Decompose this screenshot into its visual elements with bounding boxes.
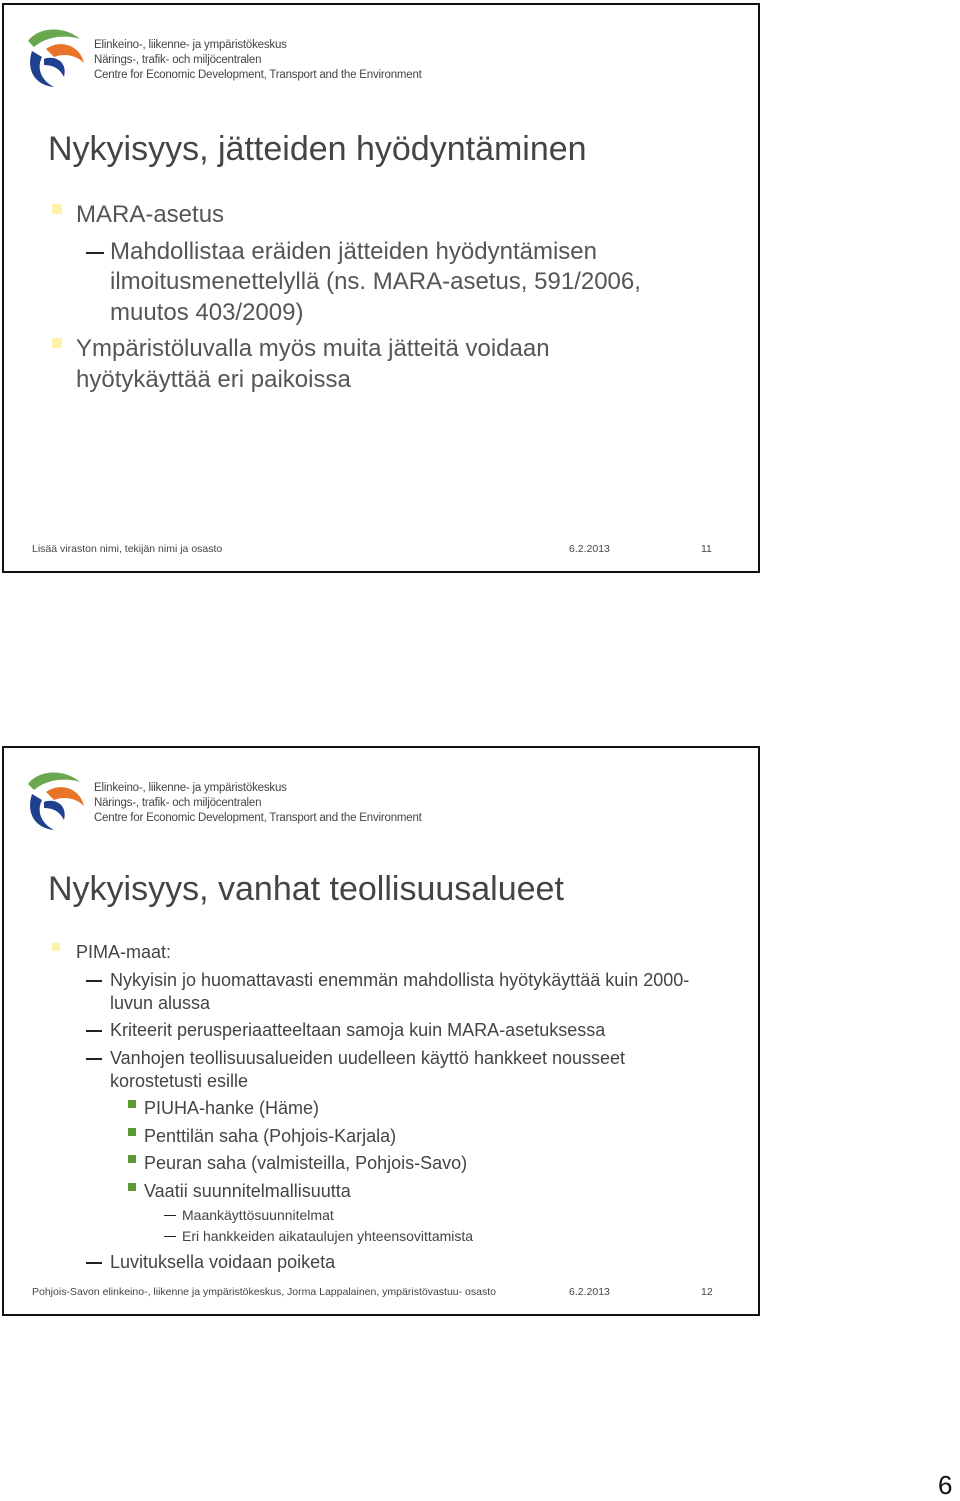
slide-number: 12 — [701, 1286, 713, 1298]
dash-icon — [86, 980, 102, 982]
logo-text-en: Centre for Economic Development, Transport and the Environment — [94, 69, 422, 81]
logo-text-sv: Närings-, trafik- och miljöcentralen — [94, 797, 262, 809]
sub-bullet-line: luvun alussa — [110, 993, 211, 1013]
footer-date: 6.2.2013 — [569, 543, 610, 555]
footer-organization: Lisää viraston nimi, tekijän nimi ja osasto — [32, 543, 223, 555]
green-bullet-icon — [128, 1155, 136, 1163]
slide-12 — [2, 746, 760, 1316]
bullet-square-icon — [52, 943, 60, 951]
list-item: Penttilän saha (Pohjois-Karjala) — [144, 1126, 397, 1146]
sub-sub-item: Maankäyttösuunnitelmat — [182, 1207, 334, 1223]
bullet-text: PIMA-maat: — [76, 942, 172, 962]
slide-title: Nykyisyys, vanhat teollisuusalueet — [48, 870, 564, 908]
dash-icon — [164, 1215, 176, 1216]
slide-title: Nykyisyys, jätteiden hyödyntäminen — [48, 130, 587, 168]
sub-bullet-line: ilmoitusmenettelyllä (ns. MARA-asetus, 591/2006, — [110, 268, 641, 295]
ely-logo — [24, 25, 444, 95]
bullet-square-icon — [52, 204, 62, 214]
bullet-square-icon — [52, 338, 62, 348]
logo-text-fi: Elinkeino-, liikenne- ja ympäristökeskus — [94, 39, 287, 51]
dash-icon — [86, 1262, 102, 1264]
dash-icon — [86, 1058, 102, 1060]
bullet-text: MARA-asetus — [76, 201, 225, 228]
logo-text-fi: Elinkeino-, liikenne- ja ympäristökeskus — [94, 782, 287, 794]
sub-sub-item: Eri hankkeiden aikataulujen yhteensovittamista — [182, 1228, 474, 1244]
footer-date: 6.2.2013 — [569, 1286, 610, 1298]
page-number: 6 — [938, 1470, 953, 1500]
bullet-text: hyötykäyttää eri paikoissa — [76, 366, 351, 393]
sub-bullet-line: Vanhojen teollisuusalueiden uudelleen käyttö hankkeet nousseet — [110, 1048, 626, 1068]
bullet-text: Ympäristöluvalla myös muita jätteitä voidaan — [76, 335, 550, 362]
ely-logo — [24, 768, 444, 838]
green-bullet-icon — [128, 1183, 136, 1191]
sub-bullet-line: Nykyisin jo huomattavasti enemmän mahdollista hyötykäyttää kuin 2000- — [110, 970, 690, 990]
sub-bullet-line: Mahdollistaa eräiden jätteiden hyödyntämisen — [110, 238, 597, 265]
slide-11 — [2, 3, 760, 573]
sub-bullet-line: korostetusti esille — [110, 1071, 249, 1091]
logo-text-sv: Närings-, trafik- och miljöcentralen — [94, 54, 262, 66]
dash-icon — [164, 1236, 176, 1237]
ely-logo-icon — [24, 768, 86, 834]
ely-logo-icon — [24, 25, 86, 91]
logo-text-en: Centre for Economic Development, Transport and the Environment — [94, 812, 422, 824]
footer-organization: Pohjois-Savon elinkeino-, liikenne ja ympäristökeskus, Jorma Lappalainen, ympäristövastuu- osasto — [32, 1286, 496, 1298]
list-item: Peuran saha (valmisteilla, Pohjois-Savo) — [144, 1153, 468, 1173]
dash-icon — [86, 252, 104, 254]
list-item: PIUHA-hanke (Häme) — [144, 1098, 320, 1118]
sub-bullet-line: muutos 403/2009) — [110, 299, 304, 326]
sub-bullet-line: Luvituksella voidaan poiketa — [110, 1252, 336, 1272]
slide-number: 11 — [701, 543, 712, 555]
green-bullet-icon — [128, 1100, 136, 1108]
list-item: Vaatii suunnitelmallisuutta — [144, 1181, 351, 1201]
dash-icon — [86, 1030, 102, 1032]
sub-bullet-line: Kriteerit perusperiaatteeltaan samoja kuin MARA-asetuksessa — [110, 1020, 606, 1040]
green-bullet-icon — [128, 1128, 136, 1136]
